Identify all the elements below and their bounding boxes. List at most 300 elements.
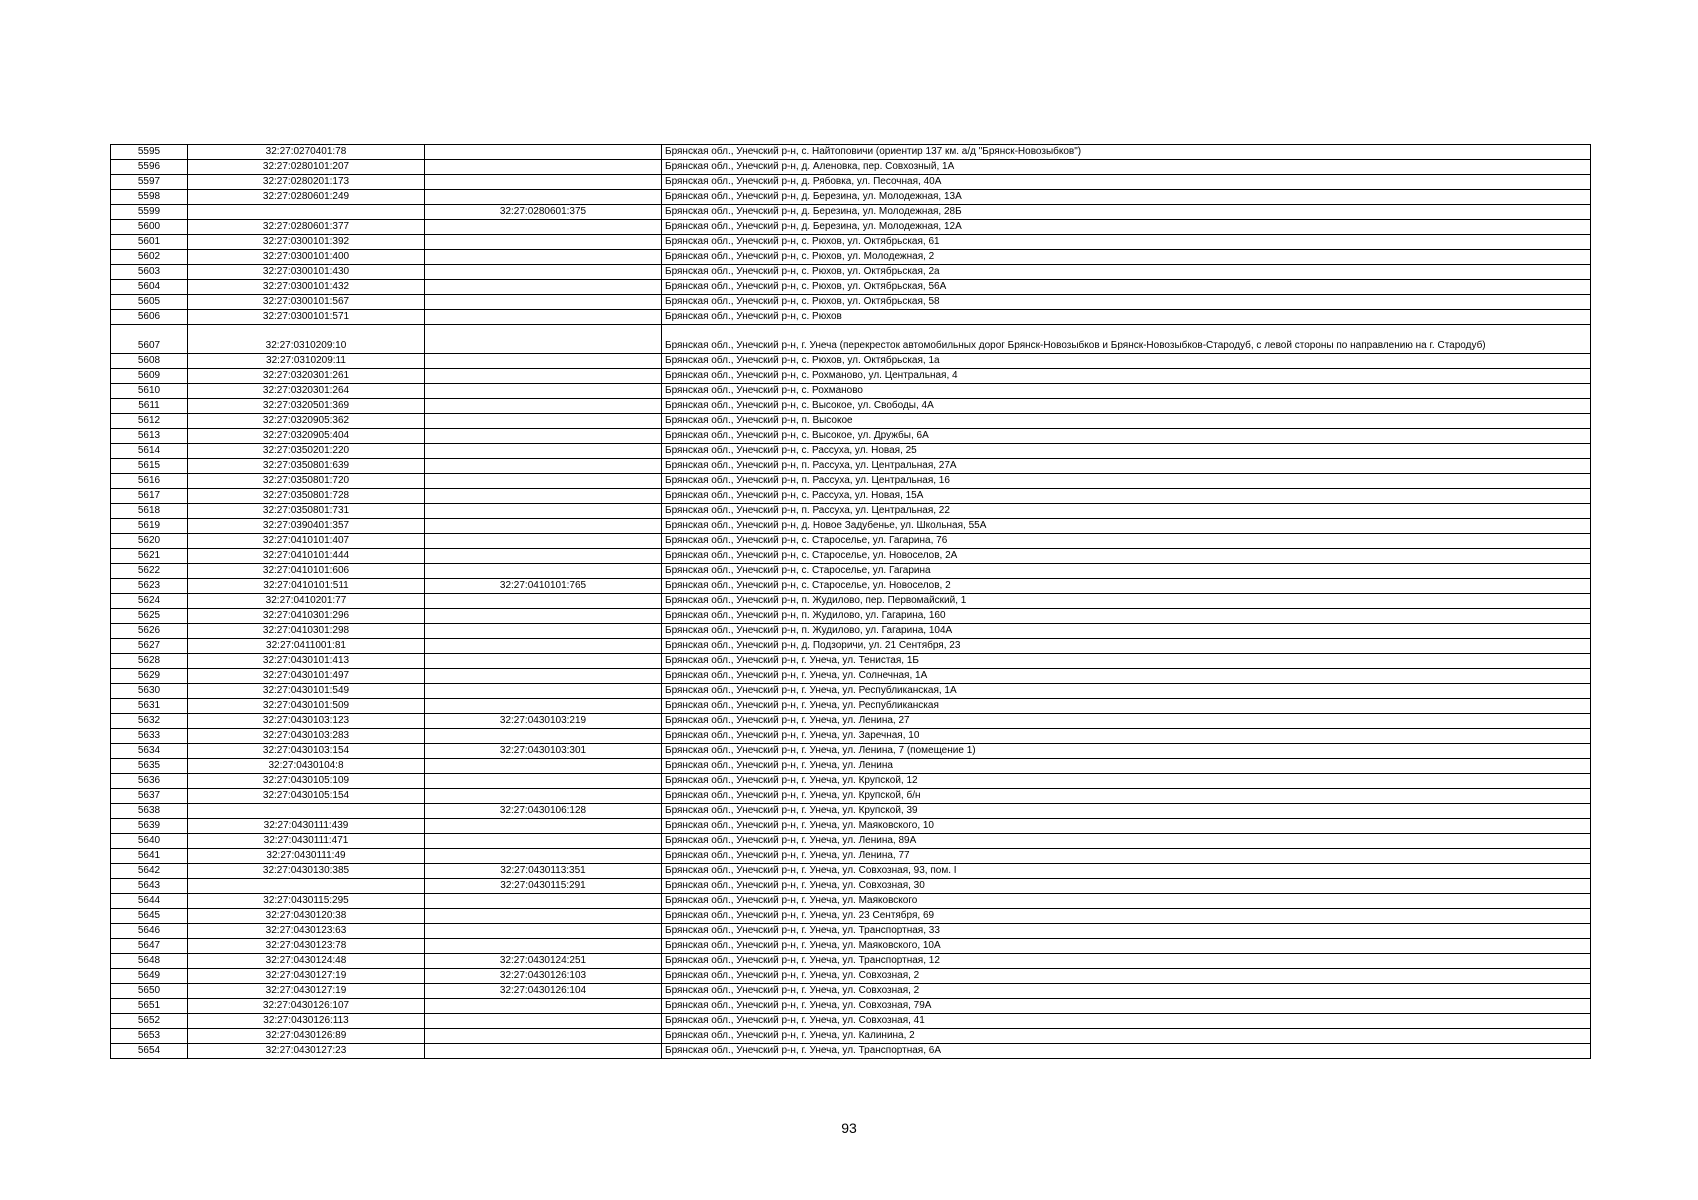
related-cadastral-number-cell <box>425 265 662 280</box>
row-number-cell: 5643 <box>111 879 188 894</box>
table-row <box>111 579 1591 594</box>
cadastral-number-cell <box>188 205 425 220</box>
address-cell: Брянская обл., Унечский р-н, г. Унеча (перекресток автомобильных дорог Брянск-Новозыбков и Брянск-Новозыбков-Стародуб, с левой стороны по направлению на г. Стародуб) <box>662 325 1591 354</box>
cadastral-number-cell: 32:27:0320905:404 <box>188 429 425 444</box>
address-cell: Брянская обл., Унечский р-н, п. Высокое <box>662 414 1591 429</box>
row-number-cell: 5618 <box>111 504 188 519</box>
related-cadastral-number-cell <box>425 699 662 714</box>
row-number-cell: 5631 <box>111 699 188 714</box>
cadastral-number-cell: 32:27:0430130:385 <box>188 864 425 879</box>
row-number-cell: 5617 <box>111 489 188 504</box>
address-cell: Брянская обл., Унечский р-н, с. Староселье, ул. Гагарина <box>662 564 1591 579</box>
cadastral-number-cell: 32:27:0410201:77 <box>188 594 425 609</box>
related-cadastral-number-cell <box>425 369 662 384</box>
table-row <box>111 609 1591 624</box>
related-cadastral-number-cell <box>425 939 662 954</box>
table-row <box>111 325 1591 354</box>
cadastral-number-cell: 32:27:0350801:731 <box>188 504 425 519</box>
table-row <box>111 789 1591 804</box>
address-cell: Брянская обл., Унечский р-н, г. Унеча, ул. Совхозная, 79А <box>662 999 1591 1014</box>
table-row <box>111 549 1591 564</box>
related-cadastral-number-cell <box>425 549 662 564</box>
related-cadastral-number-cell <box>425 669 662 684</box>
address-cell: Брянская обл., Унечский р-н, д. Аленовка, пер. Совхозный, 1А <box>662 160 1591 175</box>
related-cadastral-number-cell <box>425 354 662 369</box>
related-cadastral-number-cell <box>425 654 662 669</box>
address-cell: Брянская обл., Унечский р-н, с. Староселье, ул. Новоселов, 2 <box>662 579 1591 594</box>
row-number-cell: 5627 <box>111 639 188 654</box>
cadastral-number-cell: 32:27:0300101:571 <box>188 310 425 325</box>
related-cadastral-number-cell <box>425 909 662 924</box>
row-number-cell: 5616 <box>111 474 188 489</box>
cadastral-number-cell: 32:27:0320301:264 <box>188 384 425 399</box>
table-row <box>111 624 1591 639</box>
address-cell: Брянская обл., Унечский р-н, п. Жудилово, ул. Гагарина, 160 <box>662 609 1591 624</box>
table-row <box>111 265 1591 280</box>
row-number-cell: 5628 <box>111 654 188 669</box>
table-row <box>111 429 1591 444</box>
address-cell: Брянская обл., Унечский р-н, д. Новое Задубенье, ул. Школьная, 55А <box>662 519 1591 534</box>
cadastral-number-cell: 32:27:0430127:19 <box>188 984 425 999</box>
row-number-cell: 5622 <box>111 564 188 579</box>
address-cell: Брянская обл., Унечский р-н, г. Унеча, ул. Калинина, 2 <box>662 1029 1591 1044</box>
address-cell: Брянская обл., Унечский р-н, г. Унеча, ул. Ленина, 7 (помещение 1) <box>662 744 1591 759</box>
cadastral-number-cell: 32:27:0280101:207 <box>188 160 425 175</box>
row-number-cell: 5595 <box>111 145 188 160</box>
address-cell: Брянская обл., Унечский р-н, д. Подзоричи, ул. 21 Сентября, 23 <box>662 639 1591 654</box>
row-number-cell: 5654 <box>111 1044 188 1059</box>
table-row <box>111 1044 1591 1059</box>
address-cell: Брянская обл., Унечский р-н, г. Унеча, ул. Ленина, 89А <box>662 834 1591 849</box>
related-cadastral-number-cell <box>425 834 662 849</box>
table-row <box>111 984 1591 999</box>
address-cell: Брянская обл., Унечский р-н, с. Высокое, ул. Свободы, 4А <box>662 399 1591 414</box>
table-row <box>111 190 1591 205</box>
related-cadastral-number-cell <box>425 489 662 504</box>
table-row <box>111 669 1591 684</box>
table-row <box>111 235 1591 250</box>
row-number-cell: 5637 <box>111 789 188 804</box>
table-row <box>111 879 1591 894</box>
address-cell: Брянская обл., Унечский р-н, с. Староселье, ул. Новоселов, 2А <box>662 549 1591 564</box>
row-number-cell: 5601 <box>111 235 188 250</box>
cadastral-number-cell: 32:27:0310209:11 <box>188 354 425 369</box>
property-table-body <box>111 145 1591 1059</box>
row-number-cell: 5597 <box>111 175 188 190</box>
table-row <box>111 999 1591 1014</box>
row-number-cell: 5633 <box>111 729 188 744</box>
cadastral-number-cell: 32:27:0280601:249 <box>188 190 425 205</box>
row-number-cell: 5598 <box>111 190 188 205</box>
cadastral-number-cell: 32:27:0411001:81 <box>188 639 425 654</box>
address-cell: Брянская обл., Унечский р-н, г. Унеча, ул. Совхозная, 30 <box>662 879 1591 894</box>
related-cadastral-number-cell: 32:27:0430103:301 <box>425 744 662 759</box>
cadastral-number-cell: 32:27:0430105:109 <box>188 774 425 789</box>
related-cadastral-number-cell: 32:27:0430106:128 <box>425 804 662 819</box>
cadastral-number-cell: 32:27:0300101:430 <box>188 265 425 280</box>
address-cell: Брянская обл., Унечский р-н, г. Унеча, ул. Совхозная, 93, пом. I <box>662 864 1591 879</box>
table-row <box>111 474 1591 489</box>
property-table <box>110 144 1591 1059</box>
address-cell: Брянская обл., Унечский р-н, г. Унеча, ул. Ленина <box>662 759 1591 774</box>
table-row <box>111 414 1591 429</box>
address-cell: Брянская обл., Унечский р-н, с. Рохманово <box>662 384 1591 399</box>
related-cadastral-number-cell <box>425 175 662 190</box>
table-row <box>111 175 1591 190</box>
address-cell: Брянская обл., Унечский р-н, с. Рюхов, ул. Октябрьская, 1а <box>662 354 1591 369</box>
related-cadastral-number-cell <box>425 774 662 789</box>
address-cell: Брянская обл., Унечский р-н, г. Унеча, ул. Ленина, 27 <box>662 714 1591 729</box>
row-number-cell: 5624 <box>111 594 188 609</box>
related-cadastral-number-cell: 32:27:0430115:291 <box>425 879 662 894</box>
address-cell: Брянская обл., Унечский р-н, с. Рюхов, ул. Октябрьская, 2а <box>662 265 1591 280</box>
table-row <box>111 924 1591 939</box>
address-cell: Брянская обл., Унечский р-н, д. Рябовка, ул. Песочная, 40А <box>662 175 1591 190</box>
cadastral-number-cell: 32:27:0430103:123 <box>188 714 425 729</box>
row-number-cell: 5599 <box>111 205 188 220</box>
table-row <box>111 939 1591 954</box>
address-cell: Брянская обл., Унечский р-н, д. Березина, ул. Молодежная, 12А <box>662 220 1591 235</box>
row-number-cell: 5610 <box>111 384 188 399</box>
row-number-cell: 5650 <box>111 984 188 999</box>
address-cell: Брянская обл., Унечский р-н, п. Жудилово, пер. Первомайский, 1 <box>662 594 1591 609</box>
address-cell: Брянская обл., Унечский р-н, п. Рассуха, ул. Центральная, 16 <box>662 474 1591 489</box>
cadastral-number-cell: 32:27:0430115:295 <box>188 894 425 909</box>
table-row <box>111 310 1591 325</box>
address-cell: Брянская обл., Унечский р-н, д. Березина, ул. Молодежная, 28Б <box>662 205 1591 220</box>
address-cell: Брянская обл., Унечский р-н, г. Унеча, ул. Республиканская, 1А <box>662 684 1591 699</box>
address-cell: Брянская обл., Унечский р-н, г. Унеча, ул. Транспортная, 12 <box>662 954 1591 969</box>
cadastral-number-cell: 32:27:0430103:154 <box>188 744 425 759</box>
table-row <box>111 909 1591 924</box>
row-number-cell: 5640 <box>111 834 188 849</box>
row-number-cell: 5600 <box>111 220 188 235</box>
table-row <box>111 504 1591 519</box>
address-cell: Брянская обл., Унечский р-н, с. Рассуха, ул. Новая, 25 <box>662 444 1591 459</box>
table-row <box>111 444 1591 459</box>
related-cadastral-number-cell: 32:27:0430113:351 <box>425 864 662 879</box>
row-number-cell: 5619 <box>111 519 188 534</box>
row-number-cell: 5620 <box>111 534 188 549</box>
cadastral-number-cell: 32:27:0320301:261 <box>188 369 425 384</box>
address-cell: Брянская обл., Унечский р-н, г. Унеча, ул. 23 Сентября, 69 <box>662 909 1591 924</box>
row-number-cell: 5636 <box>111 774 188 789</box>
table-row <box>111 384 1591 399</box>
cadastral-number-cell: 32:27:0430101:549 <box>188 684 425 699</box>
row-number-cell: 5602 <box>111 250 188 265</box>
row-number-cell: 5603 <box>111 265 188 280</box>
row-number-cell: 5612 <box>111 414 188 429</box>
related-cadastral-number-cell <box>425 759 662 774</box>
related-cadastral-number-cell <box>425 894 662 909</box>
cadastral-number-cell: 32:27:0280201:173 <box>188 175 425 190</box>
row-number-cell: 5609 <box>111 369 188 384</box>
row-number-cell: 5638 <box>111 804 188 819</box>
page-number: 93 <box>841 1120 857 1136</box>
cadastral-number-cell: 32:27:0320905:362 <box>188 414 425 429</box>
table-row <box>111 699 1591 714</box>
row-number-cell: 5596 <box>111 160 188 175</box>
related-cadastral-number-cell: 32:27:0410101:765 <box>425 579 662 594</box>
row-number-cell: 5645 <box>111 909 188 924</box>
address-cell: Брянская обл., Унечский р-н, с. Рюхов, ул. Октябрьская, 58 <box>662 295 1591 310</box>
table-row <box>111 564 1591 579</box>
row-number-cell: 5646 <box>111 924 188 939</box>
related-cadastral-number-cell <box>425 1029 662 1044</box>
cadastral-number-cell: 32:27:0300101:432 <box>188 280 425 295</box>
cadastral-number-cell: 32:27:0430111:471 <box>188 834 425 849</box>
table-row <box>111 354 1591 369</box>
table-row <box>111 280 1591 295</box>
table-row <box>111 819 1591 834</box>
row-number-cell: 5614 <box>111 444 188 459</box>
cadastral-number-cell <box>188 804 425 819</box>
related-cadastral-number-cell <box>425 594 662 609</box>
table-row <box>111 639 1591 654</box>
cadastral-number-cell: 32:27:0350201:220 <box>188 444 425 459</box>
related-cadastral-number-cell: 32:27:0430126:104 <box>425 984 662 999</box>
cadastral-number-cell: 32:27:0430126:107 <box>188 999 425 1014</box>
address-cell: Брянская обл., Унечский р-н, д. Березина, ул. Молодежная, 13А <box>662 190 1591 205</box>
cadastral-number-cell: 32:27:0350801:720 <box>188 474 425 489</box>
table-row <box>111 804 1591 819</box>
table-row <box>111 894 1591 909</box>
address-cell: Брянская обл., Унечский р-н, г. Унеча, ул. Совхозная, 41 <box>662 1014 1591 1029</box>
table-row <box>111 744 1591 759</box>
table-row <box>111 399 1591 414</box>
row-number-cell: 5644 <box>111 894 188 909</box>
table-row <box>111 759 1591 774</box>
cadastral-number-cell: 32:27:0310209:10 <box>188 325 425 354</box>
related-cadastral-number-cell <box>425 235 662 250</box>
row-number-cell: 5606 <box>111 310 188 325</box>
row-number-cell: 5652 <box>111 1014 188 1029</box>
table-row <box>111 774 1591 789</box>
cadastral-number-cell: 32:27:0430126:113 <box>188 1014 425 1029</box>
table-row <box>111 864 1591 879</box>
row-number-cell: 5651 <box>111 999 188 1014</box>
table-row <box>111 654 1591 669</box>
table-row <box>111 160 1591 175</box>
row-number-cell: 5649 <box>111 969 188 984</box>
table-row <box>111 594 1591 609</box>
address-cell: Брянская обл., Унечский р-н, г. Унеча, ул. Совхозная, 2 <box>662 969 1591 984</box>
row-number-cell: 5641 <box>111 849 188 864</box>
cadastral-number-cell: 32:27:0350801:728 <box>188 489 425 504</box>
cadastral-number-cell: 32:27:0350801:639 <box>188 459 425 474</box>
cadastral-number-cell: 32:27:0430123:78 <box>188 939 425 954</box>
cadastral-number-cell: 32:27:0430101:509 <box>188 699 425 714</box>
row-number-cell: 5621 <box>111 549 188 564</box>
address-cell: Брянская обл., Унечский р-н, п. Рассуха, ул. Центральная, 22 <box>662 504 1591 519</box>
address-cell: Брянская обл., Унечский р-н, г. Унеча, ул. Маяковского, 10А <box>662 939 1591 954</box>
table-row <box>111 369 1591 384</box>
address-cell: Брянская обл., Унечский р-н, с. Рассуха, ул. Новая, 15А <box>662 489 1591 504</box>
cadastral-number-cell: 32:27:0410101:407 <box>188 534 425 549</box>
row-number-cell: 5605 <box>111 295 188 310</box>
related-cadastral-number-cell: 32:27:0280601:375 <box>425 205 662 220</box>
row-number-cell: 5613 <box>111 429 188 444</box>
cadastral-number-cell: 32:27:0410101:606 <box>188 564 425 579</box>
cadastral-number-cell: 32:27:0430127:19 <box>188 969 425 984</box>
cadastral-number-cell: 32:27:0430120:38 <box>188 909 425 924</box>
row-number-cell: 5629 <box>111 669 188 684</box>
table-row <box>111 145 1591 160</box>
table-row <box>111 729 1591 744</box>
related-cadastral-number-cell <box>425 729 662 744</box>
table-row <box>111 684 1591 699</box>
table-row <box>111 954 1591 969</box>
related-cadastral-number-cell <box>425 325 662 354</box>
related-cadastral-number-cell <box>425 789 662 804</box>
related-cadastral-number-cell <box>425 504 662 519</box>
address-cell: Брянская обл., Унечский р-н, г. Унеча, ул. Транспортная, 33 <box>662 924 1591 939</box>
related-cadastral-number-cell: 32:27:0430103:219 <box>425 714 662 729</box>
cadastral-number-cell <box>188 879 425 894</box>
related-cadastral-number-cell <box>425 1014 662 1029</box>
related-cadastral-number-cell <box>425 295 662 310</box>
cadastral-number-cell: 32:27:0410301:298 <box>188 624 425 639</box>
related-cadastral-number-cell <box>425 459 662 474</box>
address-cell: Брянская обл., Унечский р-н, г. Унеча, ул. Крупской, б/н <box>662 789 1591 804</box>
row-number-cell: 5608 <box>111 354 188 369</box>
table-row <box>111 519 1591 534</box>
table-row <box>111 1014 1591 1029</box>
cadastral-number-cell: 32:27:0430104:8 <box>188 759 425 774</box>
cadastral-number-cell: 32:27:0430103:283 <box>188 729 425 744</box>
related-cadastral-number-cell <box>425 160 662 175</box>
cadastral-number-cell: 32:27:0430111:49 <box>188 849 425 864</box>
cadastral-number-cell: 32:27:0300101:392 <box>188 235 425 250</box>
cadastral-number-cell: 32:27:0430111:439 <box>188 819 425 834</box>
address-cell: Брянская обл., Унечский р-н, с. Рюхов, ул. Молодежная, 2 <box>662 250 1591 265</box>
address-cell: Брянская обл., Унечский р-н, п. Жудилово, ул. Гагарина, 104А <box>662 624 1591 639</box>
row-number-cell: 5647 <box>111 939 188 954</box>
row-number-cell: 5611 <box>111 399 188 414</box>
related-cadastral-number-cell <box>425 564 662 579</box>
related-cadastral-number-cell <box>425 399 662 414</box>
address-cell: Брянская обл., Унечский р-н, г. Унеча, ул. Транспортная, 6А <box>662 1044 1591 1059</box>
address-cell: Брянская обл., Унечский р-н, г. Унеча, ул. Ленина, 77 <box>662 849 1591 864</box>
address-cell: Брянская обл., Унечский р-н, г. Унеча, ул. Крупской, 12 <box>662 774 1591 789</box>
row-number-cell: 5607 <box>111 325 188 354</box>
row-number-cell: 5623 <box>111 579 188 594</box>
address-cell: Брянская обл., Унечский р-н, с. Рохманово, ул. Центральная, 4 <box>662 369 1591 384</box>
cadastral-number-cell: 32:27:0430123:63 <box>188 924 425 939</box>
table-row <box>111 205 1591 220</box>
address-cell: Брянская обл., Унечский р-н, г. Унеча, ул. Маяковского, 10 <box>662 819 1591 834</box>
address-cell: Брянская обл., Унечский р-н, с. Рюхов <box>662 310 1591 325</box>
table-row <box>111 1029 1591 1044</box>
cadastral-number-cell: 32:27:0300101:400 <box>188 250 425 265</box>
related-cadastral-number-cell <box>425 220 662 235</box>
related-cadastral-number-cell: 32:27:0430124:251 <box>425 954 662 969</box>
related-cadastral-number-cell <box>425 145 662 160</box>
cadastral-number-cell: 32:27:0430101:413 <box>188 654 425 669</box>
address-cell: Брянская обл., Унечский р-н, с. Высокое, ул. Дружбы, 6А <box>662 429 1591 444</box>
related-cadastral-number-cell <box>425 250 662 265</box>
cadastral-number-cell: 32:27:0300101:567 <box>188 295 425 310</box>
address-cell: Брянская обл., Унечский р-н, г. Унеча, ул. Тенистая, 1Б <box>662 654 1591 669</box>
address-cell: Брянская обл., Унечский р-н, с. Рюхов, ул. Октябрьская, 56А <box>662 280 1591 295</box>
cadastral-number-cell: 32:27:0430101:497 <box>188 669 425 684</box>
cadastral-number-cell: 32:27:0320501:369 <box>188 399 425 414</box>
table-row <box>111 295 1591 310</box>
related-cadastral-number-cell <box>425 639 662 654</box>
table-row <box>111 489 1591 504</box>
address-cell: Брянская обл., Унечский р-н, с. Рюхов, ул. Октябрьская, 61 <box>662 235 1591 250</box>
cadastral-number-cell: 32:27:0430105:154 <box>188 789 425 804</box>
related-cadastral-number-cell <box>425 999 662 1014</box>
cadastral-number-cell: 32:27:0430127:23 <box>188 1044 425 1059</box>
related-cadastral-number-cell <box>425 1044 662 1059</box>
related-cadastral-number-cell <box>425 190 662 205</box>
related-cadastral-number-cell <box>425 414 662 429</box>
cadastral-number-cell: 32:27:0410101:444 <box>188 549 425 564</box>
cadastral-number-cell: 32:27:0410301:296 <box>188 609 425 624</box>
row-number-cell: 5639 <box>111 819 188 834</box>
related-cadastral-number-cell <box>425 384 662 399</box>
table-row <box>111 849 1591 864</box>
address-cell: Брянская обл., Унечский р-н, с. Староселье, ул. Гагарина, 76 <box>662 534 1591 549</box>
related-cadastral-number-cell <box>425 444 662 459</box>
row-number-cell: 5630 <box>111 684 188 699</box>
table-row <box>111 459 1591 474</box>
related-cadastral-number-cell <box>425 474 662 489</box>
related-cadastral-number-cell <box>425 519 662 534</box>
row-number-cell: 5632 <box>111 714 188 729</box>
cadastral-number-cell: 32:27:0430124:48 <box>188 954 425 969</box>
table-row <box>111 969 1591 984</box>
row-number-cell: 5626 <box>111 624 188 639</box>
cadastral-number-cell: 32:27:0410101:511 <box>188 579 425 594</box>
related-cadastral-number-cell <box>425 924 662 939</box>
table-row <box>111 714 1591 729</box>
table-row <box>111 250 1591 265</box>
address-cell: Брянская обл., Унечский р-н, г. Унеча, ул. Заречная, 10 <box>662 729 1591 744</box>
address-cell: Брянская обл., Унечский р-н, г. Унеча, ул. Маяковского <box>662 894 1591 909</box>
related-cadastral-number-cell <box>425 534 662 549</box>
related-cadastral-number-cell <box>425 624 662 639</box>
table-row <box>111 220 1591 235</box>
address-cell: Брянская обл., Унечский р-н, г. Унеча, ул. Совхозная, 2 <box>662 984 1591 999</box>
related-cadastral-number-cell <box>425 684 662 699</box>
row-number-cell: 5615 <box>111 459 188 474</box>
related-cadastral-number-cell <box>425 310 662 325</box>
related-cadastral-number-cell <box>425 609 662 624</box>
row-number-cell: 5653 <box>111 1029 188 1044</box>
related-cadastral-number-cell <box>425 819 662 834</box>
related-cadastral-number-cell <box>425 280 662 295</box>
cadastral-number-cell: 32:27:0430126:89 <box>188 1029 425 1044</box>
table-row <box>111 834 1591 849</box>
address-cell: Брянская обл., Унечский р-н, г. Унеча, ул. Крупской, 39 <box>662 804 1591 819</box>
related-cadastral-number-cell: 32:27:0430126:103 <box>425 969 662 984</box>
row-number-cell: 5604 <box>111 280 188 295</box>
row-number-cell: 5634 <box>111 744 188 759</box>
address-cell: Брянская обл., Унечский р-н, п. Рассуха, ул. Центральная, 27А <box>662 459 1591 474</box>
address-cell: Брянская обл., Унечский р-н, г. Унеча, ул. Солнечная, 1А <box>662 669 1591 684</box>
row-number-cell: 5648 <box>111 954 188 969</box>
cadastral-number-cell: 32:27:0390401:357 <box>188 519 425 534</box>
related-cadastral-number-cell <box>425 849 662 864</box>
table-row <box>111 534 1591 549</box>
address-cell: Брянская обл., Унечский р-н, с. Найтоповичи (ориентир 137 км. а/д "Брянск-Новозыбков") <box>662 145 1591 160</box>
row-number-cell: 5625 <box>111 609 188 624</box>
related-cadastral-number-cell <box>425 429 662 444</box>
cadastral-number-cell: 32:27:0280601:377 <box>188 220 425 235</box>
row-number-cell: 5642 <box>111 864 188 879</box>
